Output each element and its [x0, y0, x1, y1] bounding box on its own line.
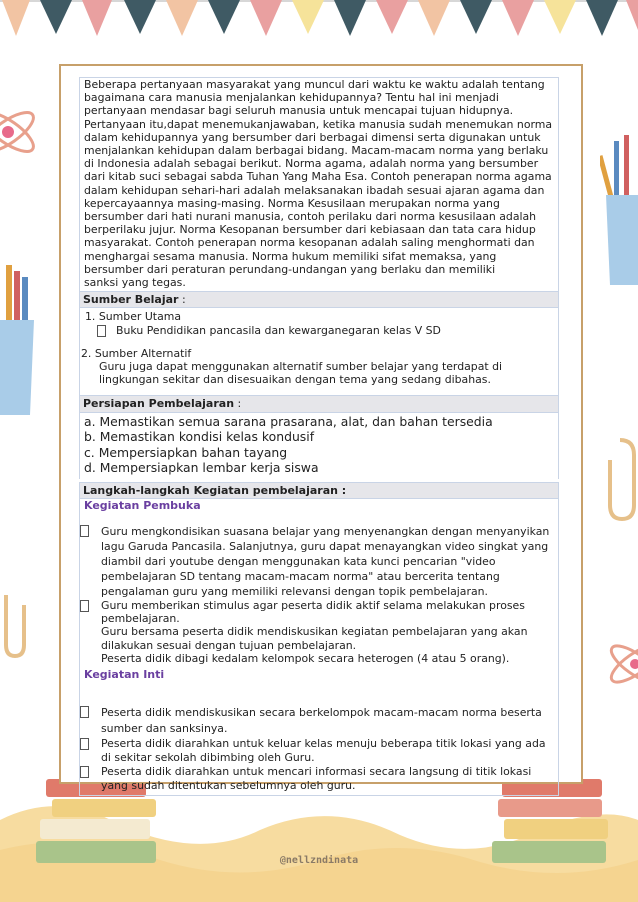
bullet-box-icon	[80, 738, 89, 750]
list-item	[80, 524, 554, 599]
sumber-alternatif-text: Guru juga dapat menggunakan alternatif sumber belajar yang terdapat di lingkungan sekitar dan disesuaikan dengan tema yang sedang dibahas.	[99, 360, 503, 387]
kegiatan-inti-title: Kegiatan Inti	[79, 668, 559, 681]
intro-text: Beberapa pertanyaan masyarakat yang muncul dari waktu ke waktu adalah tentang bagaimana cara manusia menjalankan kehidupannya? Tentu hal ini menjadi pertanyaan mendasar bagi seluruh manusia untuk mencapai tujuan hidupnya. Pertanyaan itu,dapat menemukanjawaban, ketika manusia sudah menemukan norma dalam kehidupannya yang bersumber dari berbagai dimensi serta digunakan untuk menjalankan kehidupan dalam berbagai bidang. Macam-macam norma yang berlaku di Indonesia adalah sebagai berikut. Norma agama, adalah norma yang bersumber dari kitab suci sebagai sabda Tuhan Yang Maha Esa. Contoh penerapan norma agama dalam kehidupan sehari-hari adalah melaksanakan ibadah sesuai ajaran agama dan kepercayaannya masing-masing. Norma Kesusilaan merupakan norma yang bersumber dari hati nurani manusia, contoh perilaku dari norma kesusilaan adalah berperilaku jujur. Norma Kesopanan bersumber dari kebiasaan dan tata cara hidup masyarakat. Contoh penerapan norma kesopanan adalah saling menghormati dan menghargai sesama manusia. Norma hukum memiliki sifat memaksa, yang bersumber dari peraturan perundang-undangan yang berlaku dan memiliki	[84, 78, 553, 276]
list-item	[84, 324, 554, 337]
list-item: d. Mempersiapkan lembar kerja siswa	[84, 460, 319, 476]
sumber-utama-label: 1. Sumber Utama	[85, 310, 182, 324]
bullet-box-icon	[80, 766, 89, 778]
intro-tail: sanksi yang tegas.	[84, 276, 186, 290]
bullet-box-icon	[80, 600, 89, 612]
list-item	[80, 625, 554, 651]
list-item	[80, 599, 554, 625]
bullet-box-icon	[80, 706, 89, 718]
list-item	[80, 705, 554, 737]
paperclip-icon	[0, 590, 30, 660]
sumber-alternatif-label: 2. Sumber Alternatif	[81, 346, 192, 360]
langkah-heading	[79, 482, 559, 499]
activity-text: Guru bersama peserta didik mendiskusikan kegiatan pembelajaran yang akan dilakukan sesuai dengan tujuan pembelajaran.	[101, 625, 528, 652]
sumber-utama-item: Buku Pendidikan pancasila dan kewarganegaran kelas V SD	[116, 323, 441, 337]
intro-paragraph	[79, 77, 559, 291]
bullet-box-icon	[80, 525, 89, 537]
document-content	[79, 77, 559, 796]
kegiatan-pembuka-title: Kegiatan Pembuka	[79, 499, 559, 512]
bunting-decoration	[0, 0, 638, 44]
pencil-cup-icon	[0, 265, 40, 425]
atom-icon	[605, 620, 638, 710]
activity-text: Peserta didik mendiskusikan secara berkelompok macam-macam norma beserta sumber dan sanksinya.	[101, 706, 542, 736]
list-item	[80, 652, 554, 665]
persiapan-list	[79, 413, 559, 479]
activity-text: Peserta didik diarahkan untuk keluar kelas menuju beberapa titik lokasi yang ada di sekitar sekolah dibimbing oleh Guru.	[101, 737, 546, 765]
heading-colon: :	[234, 397, 242, 411]
kegiatan-inti-list	[79, 681, 559, 795]
activity-text: Peserta didik dibagi kedalam kelompok secara heterogen (4 atau 5 orang).	[101, 651, 510, 665]
list-item: a. Memastikan semua sarana prasarana, alat, dan bahan tersedia	[84, 413, 493, 429]
list-item	[80, 737, 554, 765]
sumber-belajar-heading	[79, 291, 559, 308]
activity-text: Guru mengkondisikan suasana belajar yang menyenangkan dengan menyanyikan lagu Garuda Pancasila. Salanjutnya, guru dapat menayangkan video singkat yang diambil dari youtube dengan menggunakan kata kunci pencarian "video pembelajaran SD tentang macam-macam norma" atau bercerita tentang pengalaman guru yang memiliki relevansi dengan topik pembelajaran.	[101, 525, 550, 599]
bullet-box-icon	[97, 325, 106, 337]
list-item	[80, 765, 554, 791]
atom-icon	[0, 90, 45, 180]
list-item: b. Memastikan kondisi kelas kondusif	[84, 429, 315, 445]
heading-colon: :	[178, 293, 186, 307]
kegiatan-pembuka-list	[79, 512, 559, 668]
activity-text: Guru memberikan stimulus agar peserta didik aktif selama melakukan proses pembelajaran.	[101, 599, 525, 626]
pencil-cup-icon	[600, 135, 638, 285]
paperclip-icon	[600, 435, 638, 525]
persiapan-heading	[79, 395, 559, 412]
activity-text: Peserta didik diarahkan untuk mencari informasi secara langsung di titik lokasi yang sudah ditentukan sebelumnya oleh guru.	[101, 765, 532, 792]
list-item: c. Mempersiapkan bahan tayang	[84, 444, 288, 460]
sumber-belajar-section	[79, 308, 559, 395]
section-title: Langkah-langkah Kegiatan pembelajaran :	[83, 483, 347, 497]
section-title: Persiapan Pembelajaran	[83, 397, 235, 411]
section-title: Sumber Belajar	[83, 293, 179, 307]
footer-handle: @nellzndinata	[279, 855, 359, 866]
